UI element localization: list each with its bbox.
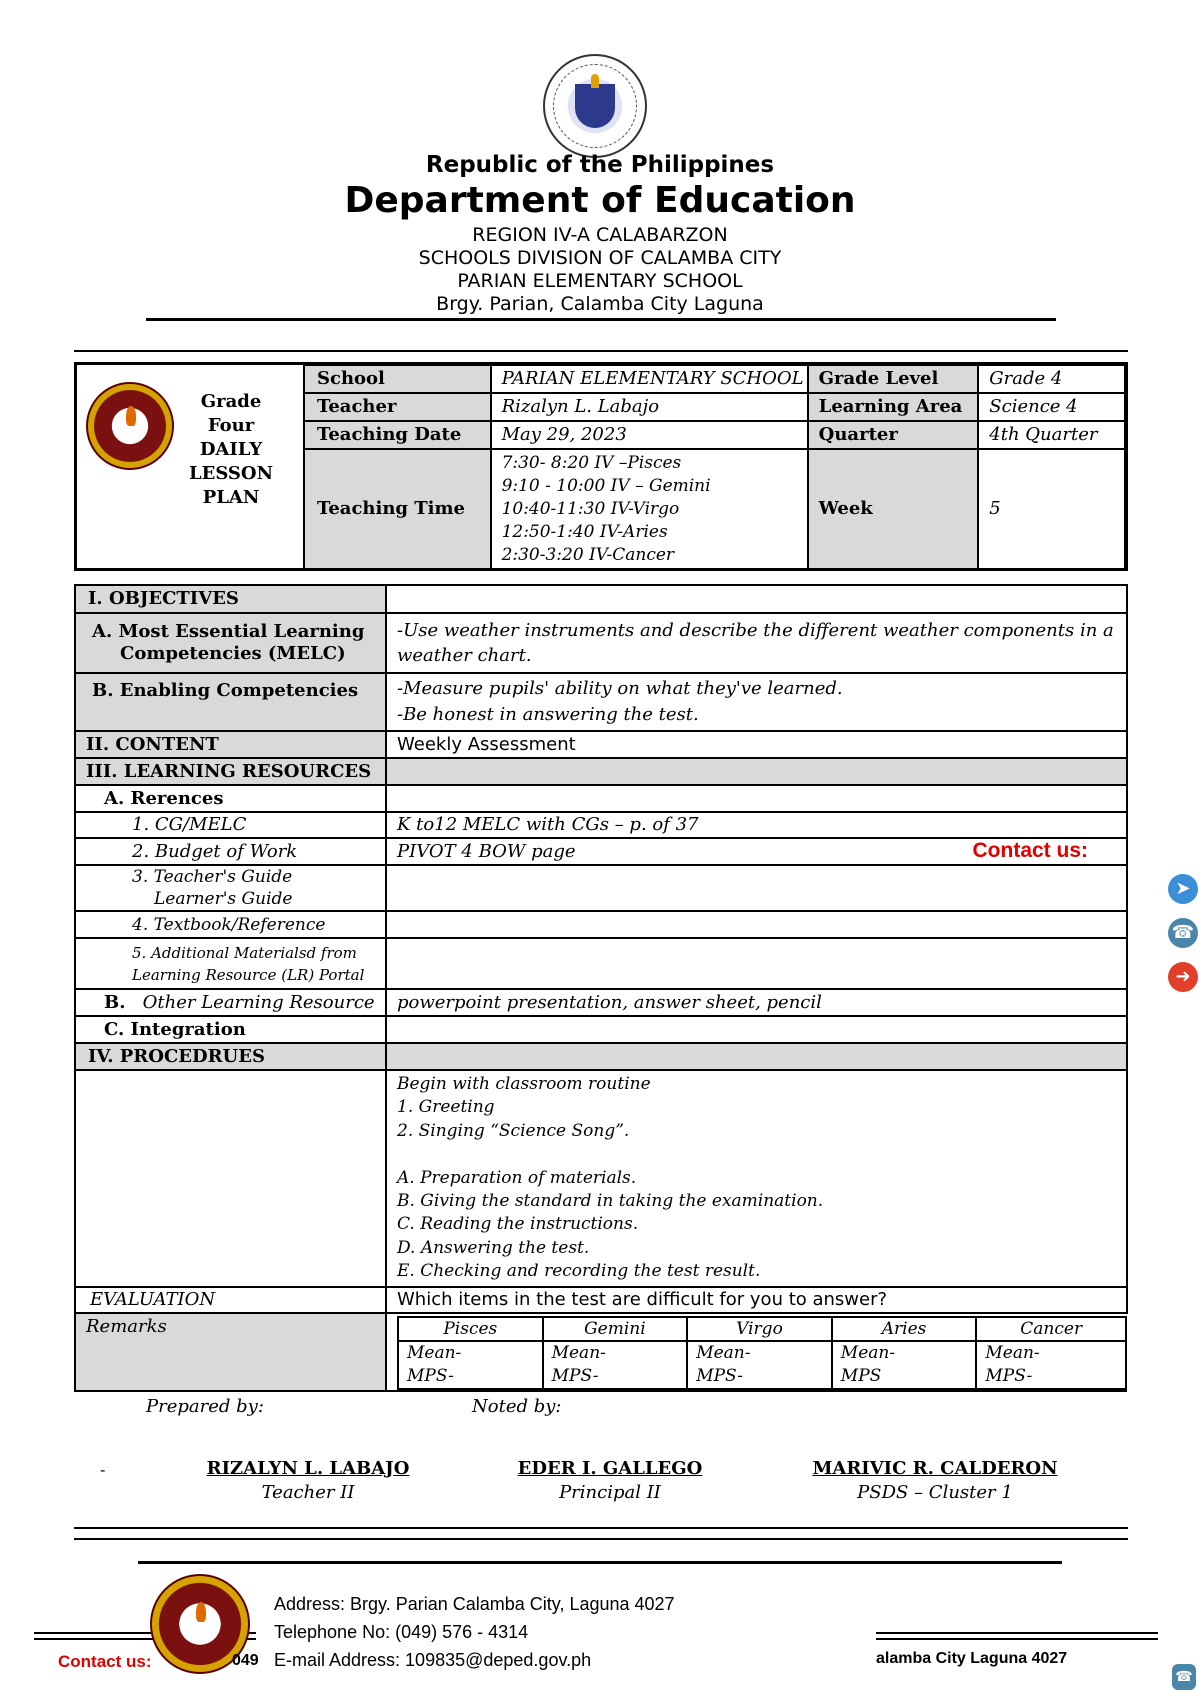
procedures-left xyxy=(75,1070,386,1287)
additional-label-line: Learning Resource (LR) Portal xyxy=(132,965,365,984)
guide-label xyxy=(75,865,386,911)
additional-label-line: 5. Additional Materialsd from xyxy=(132,943,357,962)
plan-title-line: LESSON xyxy=(188,463,274,484)
procedure-line: C. Reading the instructions. xyxy=(397,1214,639,1235)
references-value xyxy=(386,785,1127,812)
objectives-value xyxy=(386,585,1127,613)
mean-label: Mean- xyxy=(985,1342,1040,1363)
footer-rule xyxy=(138,1561,1062,1564)
time-values xyxy=(491,449,808,569)
textbook-label: 4. Textbook/Reference xyxy=(75,911,386,938)
section-header: Virgo xyxy=(687,1317,832,1341)
resources-label: III. LEARNING RESOURCES xyxy=(75,758,386,785)
quarter-label: Quarter xyxy=(808,421,979,449)
time-label: Teaching Time xyxy=(304,449,491,569)
prepared-by-label: Prepared by: xyxy=(146,1396,264,1417)
header-rule xyxy=(146,318,1056,321)
region-heading: REGION IV-A CALABARZON xyxy=(472,224,728,246)
department-heading: Department of Education xyxy=(344,180,856,221)
area-value: Science 4 xyxy=(978,393,1125,421)
section-header: Gemini xyxy=(543,1317,688,1341)
mps-label: MPS xyxy=(840,1365,882,1386)
top-rule xyxy=(74,350,1128,352)
other-value: powerpoint presentation, answer sheet, pencil xyxy=(386,989,1127,1016)
division-heading: SCHOOLS DIVISION OF CALAMBA CITY xyxy=(418,247,782,269)
quarter-value: 4th Quarter xyxy=(978,421,1125,449)
procedures-list xyxy=(386,1070,1127,1287)
republic-heading: Republic of the Philippines xyxy=(425,152,775,178)
procedure-line: 1. Greeting xyxy=(397,1097,495,1118)
time-slot: 7:30- 8:20 IV –Pisces xyxy=(501,452,682,473)
additional-value xyxy=(386,938,1127,989)
deped-seal xyxy=(543,54,647,158)
signature-dash: - xyxy=(100,1460,106,1479)
melc-label-line: A. Most Essential Learning xyxy=(92,621,365,642)
footer-address: Address: Brgy. Parian Calamba City, Laguna 4027 xyxy=(274,1594,675,1614)
cg-value: K to12 MELC with CGs – p. of 37 xyxy=(386,812,1127,838)
enabling-line: -Be honest in answering the test. xyxy=(397,704,699,725)
mean-label: Mean- xyxy=(840,1342,896,1363)
mean-label: Mean- xyxy=(407,1342,462,1363)
phone-small-icon[interactable]: ☎ xyxy=(1172,1664,1196,1690)
footer-double-rule xyxy=(876,1632,1158,1634)
mps-label: MPS- xyxy=(407,1365,454,1386)
procedures-label: IV. PROCEDRUES xyxy=(75,1043,386,1070)
teacher-value: Rizalyn L. Labajo xyxy=(491,393,808,421)
date-value: May 29, 2023 xyxy=(491,421,808,449)
address-heading: Brgy. Parian, Calamba City Laguna xyxy=(436,293,764,315)
melc-label-line: Competencies (MELC) xyxy=(120,643,346,664)
cg-label: 1. CG/MELC xyxy=(75,812,386,838)
footer-telephone: Telephone No: (049) 576 - 4314 xyxy=(274,1622,529,1642)
resources-value xyxy=(386,758,1127,785)
time-slot: 9:10 - 10:00 IV – Gemini xyxy=(501,475,711,496)
signatory-title: Teacher II xyxy=(261,1482,355,1503)
remarks-label: Remarks xyxy=(75,1313,386,1391)
procedure-line: 2. Singing “Science Song”. xyxy=(397,1120,630,1141)
plan-title-line: PLAN xyxy=(202,487,260,508)
contact-us-footer[interactable]: Contact us: xyxy=(58,1652,152,1671)
time-slot: 12:50-1:40 IV-Aries xyxy=(501,521,668,542)
week-value: 5 xyxy=(978,449,1125,569)
plan-title-line: DAILY xyxy=(199,439,263,460)
enabling-label: B. Enabling Competencies xyxy=(75,673,386,731)
evaluation-label: EVALUATION xyxy=(75,1287,386,1313)
noted-by-label: Noted by: xyxy=(472,1396,562,1417)
mps-label: MPS- xyxy=(551,1365,599,1386)
guide-value xyxy=(386,865,1127,911)
enabling-line: -Measure pupils' ability on what they've learned. xyxy=(397,678,843,699)
evaluation-value: Which items in the test are difficult for you to answer? xyxy=(386,1287,1127,1313)
plan-title xyxy=(176,390,286,510)
mps-label: MPS- xyxy=(696,1365,744,1386)
mps-label: MPS- xyxy=(985,1365,1033,1386)
textbook-value xyxy=(386,911,1127,938)
phone-icon[interactable]: ☎ xyxy=(1168,918,1198,948)
content-label: II. CONTENT xyxy=(75,731,386,758)
school-label: School xyxy=(304,365,491,393)
grade-label: Grade Level xyxy=(808,365,979,393)
signatory-name: EDER I. GALLEGO xyxy=(517,1458,703,1479)
signatory-title: Principal II xyxy=(559,1482,661,1503)
footer-right-text: alamba City Laguna 4027 xyxy=(876,1650,1068,1667)
area-label: Learning Area xyxy=(808,393,979,421)
info-table xyxy=(303,364,1126,570)
section-header: Aries xyxy=(832,1317,977,1341)
procedure-line: D. Answering the test. xyxy=(397,1237,590,1258)
grade-value: Grade 4 xyxy=(978,365,1125,393)
references-label: A. Rerences xyxy=(75,785,386,812)
other-label-rest: Other Learning Resource xyxy=(131,991,375,1013)
compass-icon[interactable]: ➤ xyxy=(1168,874,1198,904)
plan-title-line: Grade Four xyxy=(200,391,262,436)
remarks-value xyxy=(386,1313,1127,1391)
integration-value xyxy=(386,1016,1127,1043)
signatory-title: PSDS – Cluster 1 xyxy=(857,1482,1013,1503)
section-header: Cancer xyxy=(976,1317,1126,1341)
school-logo xyxy=(86,382,174,470)
time-slot: 10:40-11:30 IV-Virgo xyxy=(501,498,680,519)
procedure-line: A. Preparation of materials. xyxy=(397,1167,637,1188)
footer-rule xyxy=(74,1538,1128,1540)
section-score xyxy=(976,1341,1126,1389)
signatory-name: MARIVIC R. CALDERON xyxy=(812,1458,1058,1479)
footer-double-rule xyxy=(876,1638,1158,1640)
section-score xyxy=(543,1341,688,1389)
melc-label xyxy=(75,613,386,673)
school-value: PARIAN ELEMENTARY SCHOOL xyxy=(491,365,808,393)
guide-label-line: Learner's Guide xyxy=(154,889,293,909)
guide-label-line: 3. Teacher's Guide xyxy=(132,867,293,887)
date-label: Teaching Date xyxy=(304,421,491,449)
section-score xyxy=(398,1341,543,1389)
melc-value: -Use weather instruments and describe the different weather components in a weather chart. xyxy=(386,613,1127,673)
footer-email: E-mail Address: 109835@deped.gov.ph xyxy=(274,1650,592,1670)
arrow-right-icon[interactable]: ➜ xyxy=(1168,962,1198,992)
procedure-line: E. Checking and recording the test result. xyxy=(397,1261,761,1282)
footer-rule xyxy=(74,1527,1128,1529)
time-slot: 2:30-3:20 IV-Cancer xyxy=(501,544,675,565)
school-heading: PARIAN ELEMENTARY SCHOOL xyxy=(457,270,743,292)
section-header: Pisces xyxy=(398,1317,543,1341)
remarks-grid xyxy=(397,1316,1127,1390)
additional-label xyxy=(75,938,386,989)
budget-value xyxy=(386,838,1127,865)
contact-us-link[interactable]: Contact us: xyxy=(972,839,1088,862)
procedures-header-value xyxy=(386,1043,1127,1070)
budget-label: 2. Budget of Work xyxy=(75,838,386,865)
mean-label: Mean- xyxy=(551,1342,606,1363)
procedure-line xyxy=(397,1143,1116,1166)
week-label: Week xyxy=(808,449,979,569)
integration-label: C. Integration xyxy=(75,1016,386,1043)
section-score xyxy=(687,1341,832,1389)
content-value: Weekly Assessment xyxy=(386,731,1127,758)
procedure-line: Begin with classroom routine xyxy=(397,1074,651,1094)
section-score xyxy=(832,1341,977,1389)
signatory-name: RIZALYN L. LABAJO xyxy=(206,1458,410,1479)
budget-text: PIVOT 4 BOW page xyxy=(397,840,576,862)
footer-partial-049: 049 xyxy=(232,1652,259,1669)
procedure-line: B. Giving the standard in taking the examination. xyxy=(397,1191,824,1212)
teacher-label: Teacher xyxy=(304,393,491,421)
enabling-value xyxy=(386,673,1127,731)
objectives-label: I. OBJECTIVES xyxy=(75,585,386,613)
mean-label: Mean- xyxy=(696,1342,751,1363)
plan-table xyxy=(74,584,1128,1392)
other-label: B. Other Learning Resource xyxy=(75,989,386,1016)
